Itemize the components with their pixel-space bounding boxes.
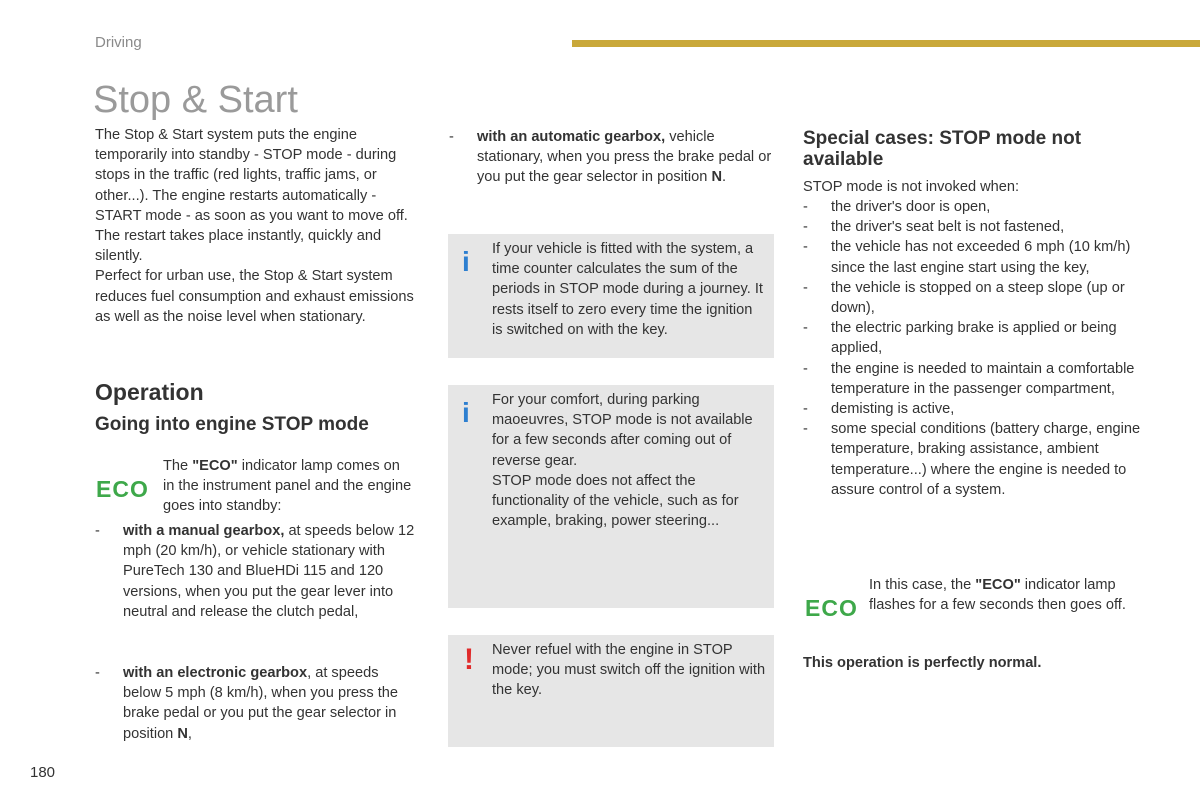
list-item [803,217,1143,237]
special-cases-heading: Special cases: STOP mode not available [803,128,1082,170]
electronic-end: , [187,725,192,742]
special-cases-list [803,197,1143,500]
eco-text-pre: The [163,458,193,474]
automatic-end: . [722,169,727,186]
dash: - [803,279,808,296]
list-item [803,237,1143,277]
list-item-text: some special conditions (battery charge, engine temperature, braking assistance, ambient temperature...) where the engine is needed to assure control of a system. [831,421,1141,498]
stop-mode-heading: Going into engine STOP mode [95,414,369,435]
list-item [803,197,1143,217]
page-title: Stop & Start [93,79,298,121]
dash: - [803,239,808,256]
section-label: Driving [95,34,142,51]
warning-box-text: Never refuel with the engine in STOP mode; you must switch off the ignition with the key. [492,642,766,699]
eco-description [163,456,413,517]
automatic-text [477,127,775,188]
list-item-text: the driver's seat belt is not fastened, [831,219,1065,236]
list-item-text: the engine is needed to maintain a comfortable temperature in the passenger compartment, [831,360,1135,397]
eco-text-bold: "ECO" [975,577,1021,593]
dash: - [803,320,808,337]
list-item [803,278,1143,318]
page-number: 180 [30,764,56,781]
manual-bold: with a manual gearbox, [123,523,285,539]
electronic-rest: , at speeds below 5 mph (8 km/h), when you press the brake pedal or you put the gear selector in position [123,665,398,742]
dash: - [803,421,808,438]
list-item-automatic [449,127,775,189]
list-item [803,419,1143,500]
list-item-electronic [95,663,415,745]
info-box-text: If your vehicle is fitted with the system, a time counter calculates the sum of the periods in STOP mode during a journey. It rests itself to zero every time the ignition is switched on with the key. [492,241,763,338]
automatic-end-bold: N [711,169,723,186]
eco-indicator-icon: ECO [805,595,858,621]
dash: - [803,360,808,377]
electronic-text [123,663,415,744]
eco-text-post: indicator lamp comes on in the instrument panel and the engine goes into standby: [163,458,412,515]
dash: - [803,199,808,215]
warning-box-refuel [448,635,774,747]
list-item-text: demisting is active, [831,401,955,418]
intro-text-2: Perfect for urban use, the Stop & Start system reduces fuel consumption and exhaust emissions as well as the noise level when stationary. [95,268,414,325]
operation-heading: Operation [95,379,204,405]
automatic-rest: vehicle stationary, when you press the brake pedal or you put the gear selector in position [477,129,772,186]
electronic-end-bold: N [177,725,188,742]
eco-text-post: indicator lamp flashes for a few seconds then goes off. [869,577,1126,614]
dash: - [803,401,808,418]
info-icon: i [462,397,470,428]
info-box-text-b: STOP mode does not affect the functionality of the vehicle, such as for example, braking, power steering... [492,472,739,530]
info-box-text [492,390,766,531]
list-item [803,399,1143,419]
list-item-text: the vehicle has not exceeded 6 mph (10 km/h) since the last engine start using the key, [831,239,1131,276]
eco-text-bold: "ECO" [192,458,238,474]
electronic-bold: with an electronic gearbox [123,665,308,681]
dash: - [803,219,808,236]
list-item-text: the driver's door is open, [831,199,991,215]
list-item [803,359,1143,399]
eco-text-pre: In this case, the [869,577,976,593]
intro-text: The Stop & Start system puts the engine temporarily into standby - STOP mode - during stops in the traffic (red lights, traffic jams, or other...). The engine restarts automatically - START mode - as soon as you want to move off. The restart takes place instantly, quickly and silently. [95,127,408,265]
eco-indicator-icon: ECO [96,476,149,502]
normal-operation-note: This operation is perfectly normal. [803,655,1042,671]
info-box-text-a: For your comfort, during parking maoeuvres, STOP mode is not available for a few seconds after coming out of reverse gear. [492,392,753,469]
list-item-manual [95,521,415,621]
info-icon: i [462,246,470,277]
dash: - [95,523,100,539]
warning-icon: ! [464,643,474,676]
eco-flash-description [869,575,1139,615]
automatic-bold: with an automatic gearbox, [477,129,666,145]
dash: - [449,129,454,145]
header-accent-bar [572,40,1200,47]
special-cases-lead: STOP mode is not invoked when: [803,179,1020,195]
manual-text [123,521,415,622]
dash: - [95,665,100,681]
list-item-text: the electric parking brake is applied or being applied, [831,320,1117,357]
info-box-time-counter [448,234,774,358]
intro-paragraph [95,125,415,327]
list-item [803,318,1143,358]
manual-rest: at speeds below 12 mph (20 km/h), or vehicle stationary with PureTech 130 and BlueHDi 115 and 120 versions, when you put the gear lever into neutral and release the clutch pedal, [123,523,415,620]
list-item-text: the vehicle is stopped on a steep slope (up or down), [831,279,1125,317]
info-box-parking [448,385,774,608]
